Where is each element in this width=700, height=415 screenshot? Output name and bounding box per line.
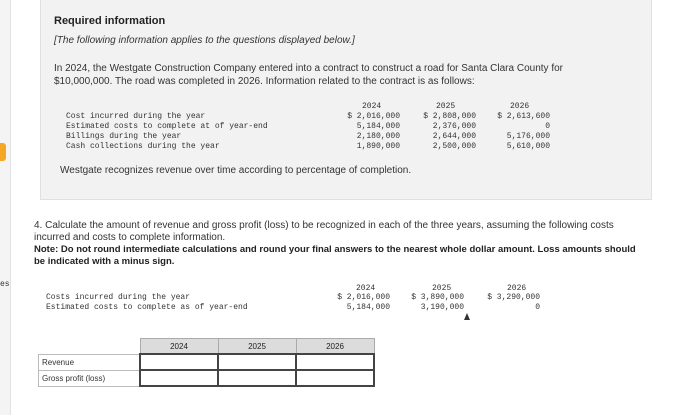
revenue-2024-input[interactable] xyxy=(140,354,218,370)
revenue-2026-input[interactable] xyxy=(296,354,374,370)
revenue-2025-input[interactable] xyxy=(218,354,296,370)
answer-header-2025: 2025 xyxy=(218,339,296,355)
table-cell: 0 xyxy=(535,303,540,312)
table-cell: $ 2,016,000 xyxy=(337,293,390,302)
table-cell: 2,376,000 xyxy=(432,122,476,131)
row-label: Billings during the year xyxy=(66,132,182,141)
table-cell: 5,610,000 xyxy=(506,142,550,151)
table-cell: 3,190,000 xyxy=(420,303,464,312)
table-cell: 2,644,000 xyxy=(432,132,476,141)
answer-header-row xyxy=(39,339,375,355)
sidebar-label: es xyxy=(0,280,10,289)
gross-profit-2026-input[interactable] xyxy=(296,370,374,386)
row-label: Cost incurred during the year xyxy=(66,112,206,121)
row-label: Estimated costs to complete at of year-end xyxy=(66,122,268,131)
gross-profit-2025-input[interactable] xyxy=(218,370,296,386)
year-header: 2026 xyxy=(510,102,530,111)
table-cell: 5,184,000 xyxy=(346,303,390,312)
gross-profit-2024-input[interactable] xyxy=(140,370,218,386)
table-cell: $ 2,016,000 xyxy=(347,112,400,121)
year-header: 2026 xyxy=(507,284,527,293)
answer-row-gross-profit xyxy=(39,370,375,386)
row-label: Cash collections during the year xyxy=(66,142,220,151)
table-cell: 2,180,000 xyxy=(356,132,400,141)
year-header: 2024 xyxy=(362,102,382,111)
bookmark-flag-icon[interactable] xyxy=(0,143,6,161)
question-text: 4. Calculate the amount of revenue and gross profit (loss) to be recognized in each of the three years, assuming the following costs incurred and costs to complete information. xyxy=(34,220,614,243)
year-header: 2024 xyxy=(356,284,376,293)
year-header: 2025 xyxy=(432,284,452,293)
year-header: 2025 xyxy=(436,102,456,111)
table-cell: $ 3,890,000 xyxy=(411,293,464,302)
table-cell: $ 2,808,000 xyxy=(423,112,476,121)
table-cell: $ 2,613,600 xyxy=(497,112,550,121)
answer-row-revenue xyxy=(39,354,375,370)
info-subtitle: [The following information applies to the questions displayed below.] xyxy=(54,35,355,46)
answer-row-label: Revenue xyxy=(39,354,141,370)
info-title: Required information xyxy=(54,15,166,27)
answer-header-2024: 2024 xyxy=(140,339,218,355)
recognition-text: Westgate recognizes revenue over time according to percentage of completion. xyxy=(60,165,412,176)
mouse-cursor-icon xyxy=(464,313,470,320)
table-cell: 1,890,000 xyxy=(356,142,400,151)
row-label: Estimated costs to complete as of year-end xyxy=(46,303,248,312)
answer-row-label: Gross profit (loss) xyxy=(39,370,141,386)
table-cell: 0 xyxy=(545,122,550,131)
table-cell: 5,176,000 xyxy=(506,132,550,141)
answer-header-2026: 2026 xyxy=(296,339,374,355)
question-note: Note: Do not round intermediate calculations and round your final answers to the nearest whole dollar amount. Loss amounts should be indicated with a minus sign. xyxy=(34,244,636,267)
answer-table xyxy=(38,338,375,387)
row-label: Costs incurred during the year xyxy=(46,293,191,302)
answer-header-blank xyxy=(39,339,141,355)
table-cell: 2,500,000 xyxy=(432,142,476,151)
table-cell: 5,184,000 xyxy=(356,122,400,131)
table-cell: $ 3,290,000 xyxy=(487,293,540,302)
intro-text: In 2024, the Westgate Construction Company entered into a contract to construct a road for Santa Clara County for $10,000,000. The road was completed in 2026. Information related to the contract is as follows: xyxy=(54,63,563,87)
left-sidebar-strip xyxy=(0,0,11,415)
